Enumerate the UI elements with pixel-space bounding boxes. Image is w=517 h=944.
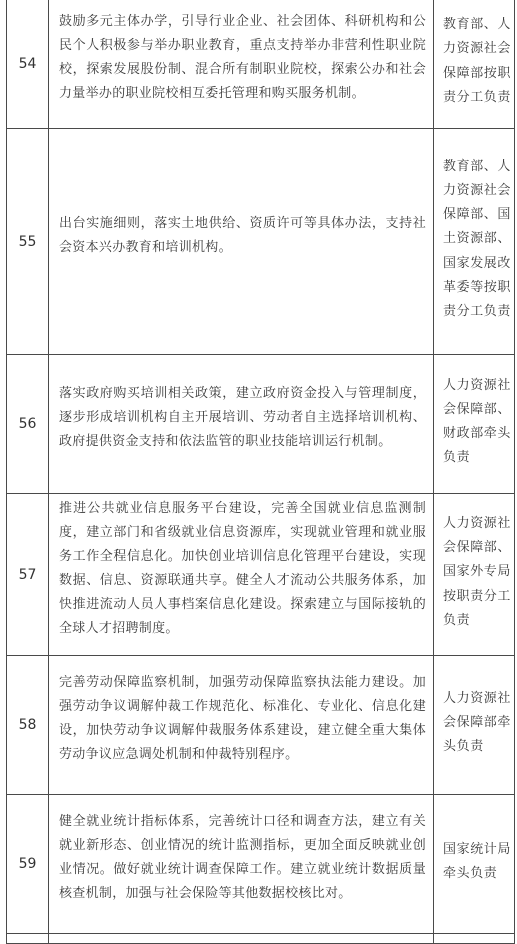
task-content [49, 0, 434, 129]
task-content-text: 健全就业统计指标体系，完善统计口径和调查方法，建立有关就业新形态、创业情况的统计监测指标，更加全面反映就业创业情况。做好就业统计调查保障工作。建立就业统计数据质量核查机制，加强与社会保险等其他数据校核比对。 [59, 814, 426, 901]
task-content [49, 129, 434, 355]
task-content [49, 355, 434, 494]
responsible-department-text: 人力资源社会保障部、财政部牵头负责 [443, 377, 512, 466]
task-content-text: 落实政府购买培训相关政策，建立政府资金投入与管理制度，逐步形成培训机构自主开展培训、劳动者自主选择培训机构、政府提供资金支持和依法监管的职业技能培训运行机制。 [59, 386, 426, 449]
responsible-department-text: 人力资源社会保障部牵头负责 [443, 690, 512, 755]
responsible-department [434, 656, 515, 795]
table-row [7, 656, 515, 795]
responsible-department [434, 129, 515, 355]
row-number [7, 934, 49, 944]
row-number: 58 [7, 656, 49, 795]
row-number: 56 [7, 355, 49, 494]
responsible-department [434, 0, 515, 129]
task-content-text: 完善劳动保障监察机制，加强劳动保障监察执法能力建设。加强劳动争议调解仲裁工作规范化、标准化、专业化、信息化建设，加快劳动争议调解仲裁服务体系建设，建立健全重大集体劳动争议应急调处机制和仲裁特别程序。 [59, 675, 426, 762]
responsible-department [434, 795, 515, 934]
table-row [7, 494, 515, 656]
responsible-department [434, 494, 515, 656]
task-content [49, 934, 434, 944]
table-row [7, 129, 515, 355]
row-number: 57 [7, 494, 49, 656]
task-content [49, 656, 434, 795]
row-number: 54 [7, 0, 49, 129]
responsible-department-text: 国家统计局牵头负责 [443, 841, 512, 881]
task-content [49, 494, 434, 656]
responsible-department-text: 教育部、人力资源社会保障部、国土资源部、国家发展改革委等按职责分工负责 [443, 158, 512, 319]
row-number: 59 [7, 795, 49, 934]
row-number: 55 [7, 129, 49, 355]
task-content [49, 795, 434, 934]
task-content-text: 鼓励多元主体办学，引导行业企业、社会团体、科研机构和公民个人积极参与举办职业教育，重点支持举办非营利性职业院校，探索发展股份制、混合所有制职业院校，探索公办和社会力量举办的职业院校相互委托管理和购买服务机制。 [59, 13, 426, 101]
responsible-department-text: 人力资源社会保障部、国家外专局按职责分工负责 [443, 515, 512, 628]
task-table [6, 0, 515, 944]
responsible-department [434, 355, 515, 494]
table-row [7, 0, 515, 129]
task-content-text: 出台实施细则，落实土地供给、资质许可等具体办法，支持社会资本兴办教育和培训机构。 [59, 215, 426, 255]
responsible-department-text: 教育部、人力资源社会保障部按职责分工负责 [443, 17, 512, 105]
table-row [7, 795, 515, 934]
table-row [7, 934, 515, 944]
table-row [7, 355, 515, 494]
responsible-department [434, 934, 515, 944]
task-content-text: 推进公共就业信息服务平台建设，完善全国就业信息监测制度，建立部门和省级就业信息资源库，实现就业管理和就业服务工作全程信息化。加快创业培训信息化管理平台建设，实现数据、信息、资源联通共享。健全人才流动公共服务体系，加快推进流动人员人事档案信息化建设。探索建立与国际接轨的全球人才招聘制度。 [59, 500, 426, 636]
